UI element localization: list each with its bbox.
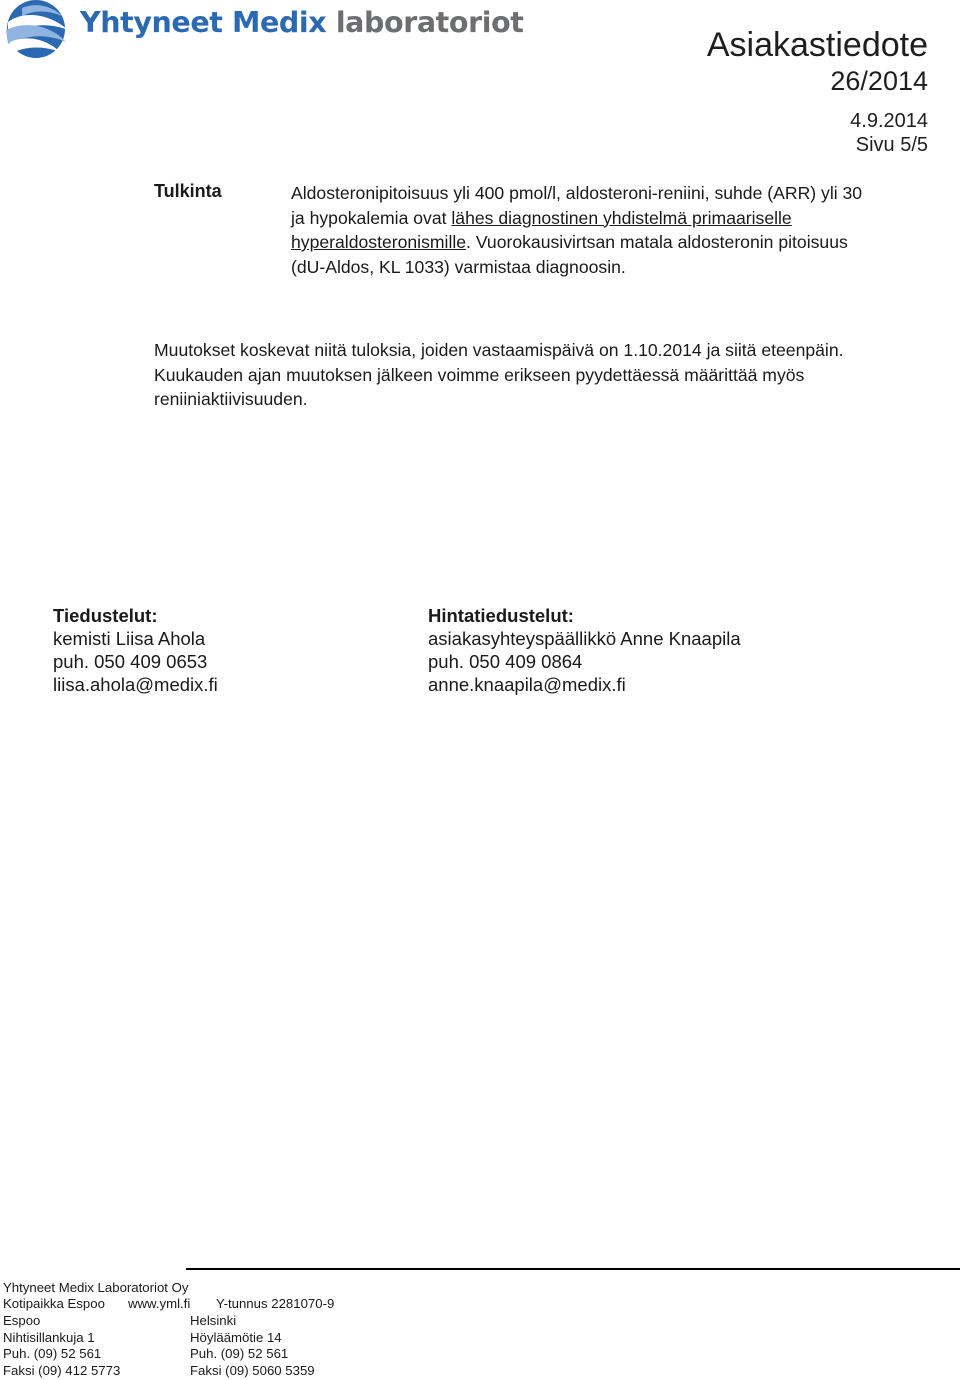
changes-line: reniiniaktiivisuuden. bbox=[154, 389, 308, 409]
office-phone: Puh. (09) 52 561 bbox=[3, 1346, 102, 1361]
contact-title: Tiedustelut: bbox=[53, 605, 158, 626]
document-date: 4.9.2014 bbox=[850, 110, 928, 132]
contact-title: Hintatiedustelut: bbox=[428, 605, 574, 626]
footer-website[interactable]: www.yml.fi bbox=[128, 1296, 191, 1311]
tulkinta-line bbox=[291, 230, 921, 255]
tulkinta-text-underlined: hyperaldosteronismille bbox=[291, 232, 467, 252]
page-number: Sivu 5/5 bbox=[855, 134, 928, 156]
office-fax: Faksi (09) 5060 5359 bbox=[190, 1362, 315, 1378]
office-street: Höyläämötie 14 bbox=[190, 1329, 282, 1345]
changes-line: Muutokset koskevat niitä tuloksia, joiden vastaamispäivä on 1.10.2014 ja siitä eteenpäin. bbox=[154, 340, 844, 360]
tulkinta-line: (dU-Aldos, KL 1033) varmistaa diagnoosin. bbox=[291, 256, 626, 277]
contact-phone: puh. 050 409 0864 bbox=[428, 651, 583, 672]
footer-company: Yhtyneet Medix Laboratoriot Oy bbox=[3, 1280, 189, 1295]
logo-text-grey: laboratoriot bbox=[335, 6, 524, 39]
contact-inquiries bbox=[53, 604, 218, 696]
document-number: 26/2014 bbox=[830, 66, 928, 96]
tulkinta-text-underlined: lähes diagnostinen yhdistelmä primaariselle bbox=[451, 207, 792, 228]
office-city: Helsinki bbox=[190, 1313, 237, 1328]
company-logo bbox=[2, 0, 524, 60]
contact-email[interactable]: liisa.ahola@medix.fi bbox=[53, 674, 218, 695]
logo-wordmark bbox=[80, 6, 524, 39]
office-fax: Faksi (09) 412 5773 bbox=[3, 1362, 121, 1378]
section-label-tulkinta: Tulkinta bbox=[154, 181, 222, 201]
contact-email[interactable]: anne.knaapila@medix.fi bbox=[428, 674, 626, 695]
office-city: Espoo bbox=[3, 1313, 41, 1328]
tulkinta-text-plain: ja hypokalemia ovat bbox=[291, 207, 452, 228]
logo-mark-icon bbox=[2, 0, 74, 60]
footer-business-id: Y-tunnus 2281070-9 bbox=[216, 1296, 335, 1311]
tulkinta-paragraph bbox=[291, 181, 921, 279]
office-phone: Puh. (09) 52 561 bbox=[190, 1346, 289, 1361]
footer-domicile: Kotipaikka Espoo bbox=[3, 1296, 105, 1311]
contact-phone: puh. 050 409 0653 bbox=[53, 651, 208, 672]
contact-name: kemisti Liisa Ahola bbox=[53, 628, 206, 649]
footer-office-espoo bbox=[3, 1313, 120, 1379]
footer-company-details bbox=[3, 1296, 334, 1313]
tulkinta-line: Aldosteronipitoisuus yli 400 pmol/l, aldosteroni-reniini, suhde (ARR) yli 30 bbox=[291, 183, 863, 203]
tulkinta-text-plain: . Vuorokausivirtsan matala aldosteronin pitoisuus bbox=[466, 232, 848, 252]
contact-name: asiakasyhteyspäällikkö Anne Knaapila bbox=[428, 628, 741, 649]
footer-divider bbox=[186, 1268, 960, 1270]
tulkinta-line bbox=[291, 206, 921, 231]
logo-text-blue: Yhtyneet Medix bbox=[80, 6, 327, 39]
footer-office-helsinki bbox=[190, 1313, 315, 1379]
document-type: Asiakastiedote bbox=[706, 26, 928, 64]
office-street: Nihtisillankuja 1 bbox=[3, 1329, 95, 1345]
contact-price-inquiries bbox=[428, 604, 741, 696]
changes-paragraph bbox=[154, 338, 894, 412]
changes-line: Kuukauden ajan muutoksen jälkeen voimme erikseen pyydettäessä määrittää myös bbox=[154, 364, 805, 385]
